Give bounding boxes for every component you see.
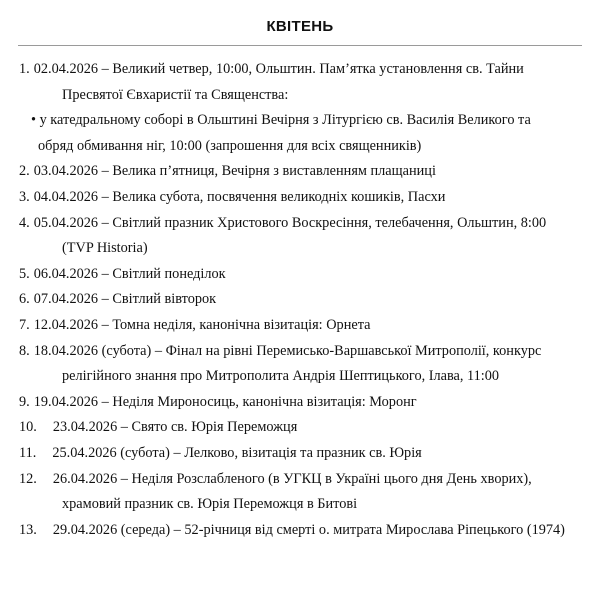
item-text: 05.04.2026 – Світлий празник Христового Воскресіння, телебачення, Ольштин, 8:00 [33, 214, 547, 231]
title-divider [18, 45, 582, 46]
list-item [19, 287, 589, 313]
list-item [19, 518, 589, 544]
page-title: КВІТЕНЬ [266, 18, 334, 35]
events-list [19, 57, 589, 543]
item-number: 7. [19, 316, 30, 333]
list-item [19, 262, 589, 288]
item-number: 8. [19, 342, 30, 359]
item-number: 2. [19, 163, 30, 180]
list-item [19, 390, 589, 416]
item-text: 18.04.2026 (субота) – Фінал на рівні Перемисько-Варшавської Митрополії, конкурс [33, 342, 542, 359]
item-text: 12.04.2026 – Томна неділя, канонічна візитація: Орнета [33, 316, 371, 333]
item-text: 19.04.2026 – Неділя Мироносиць, канонічна візитація: Моронг [33, 393, 417, 410]
item-text: 06.04.2026 – Світлий понеділок [33, 265, 226, 282]
item-text: 04.04.2026 – Велика субота, посвячення великодніх кошиків, Пасхи [33, 188, 446, 205]
list-item [19, 211, 589, 262]
list-item [19, 441, 589, 467]
list-item [19, 159, 589, 185]
item-number: 3. [19, 188, 30, 205]
list-item [19, 185, 589, 211]
item-text-continued: (TVP Historia) [62, 240, 148, 257]
item-number: 12. [19, 470, 37, 487]
list-item [19, 57, 589, 159]
list-item [19, 415, 589, 441]
item-text: 29.04.2026 (середа) – 52-річниця від смерті о. митрата Мирослава Ріпецького (1974) [52, 521, 565, 538]
item-number: 1. [19, 61, 30, 77]
list-item [19, 339, 589, 390]
item-text: 25.04.2026 (субота) – Лелково, візитація та празник св. Юрія [52, 444, 422, 461]
item-number: 5. [19, 265, 30, 282]
sub-item-text: • у катедральному соборі в Ольштині Вечірня з Літургією св. Василія Великого та [31, 112, 531, 129]
item-number: 6. [19, 291, 30, 308]
item-number: 10. [19, 419, 37, 436]
list-item [19, 467, 589, 518]
item-text: 07.04.2026 – Світлий вівторок [33, 291, 217, 308]
sub-item-text-continued: обряд обмивання ніг, 10:00 (запрошення для всіх священників) [38, 137, 422, 154]
item-text: 26.04.2026 – Неділя Розслабленого (в УГКЦ в Україні цього дня День хворих), [52, 470, 532, 487]
item-text: 02.04.2026 – Великий четвер, 10:00, Ольштин. Пам’ятка установлення св. Тайни [33, 61, 524, 77]
item-text: 03.04.2026 – Велика п’ятниця, Вечірня з виставленням плащаниці [33, 163, 436, 180]
item-number: 9. [19, 393, 30, 410]
item-text-continued: Пресвятої Євхаристії та Священства: [62, 86, 289, 103]
list-item [19, 313, 589, 339]
item-text-continued: релігійного знання про Митрополита Андрія Шептицького, Ілава, 11:00 [62, 368, 500, 385]
item-number: 11. [19, 444, 37, 461]
item-number: 13. [19, 521, 37, 538]
item-number: 4. [19, 214, 30, 231]
item-text: 23.04.2026 – Свято св. Юрія Переможця [52, 419, 298, 436]
item-text-continued: храмовий празник св. Юрія Переможця в Битові [62, 496, 358, 513]
